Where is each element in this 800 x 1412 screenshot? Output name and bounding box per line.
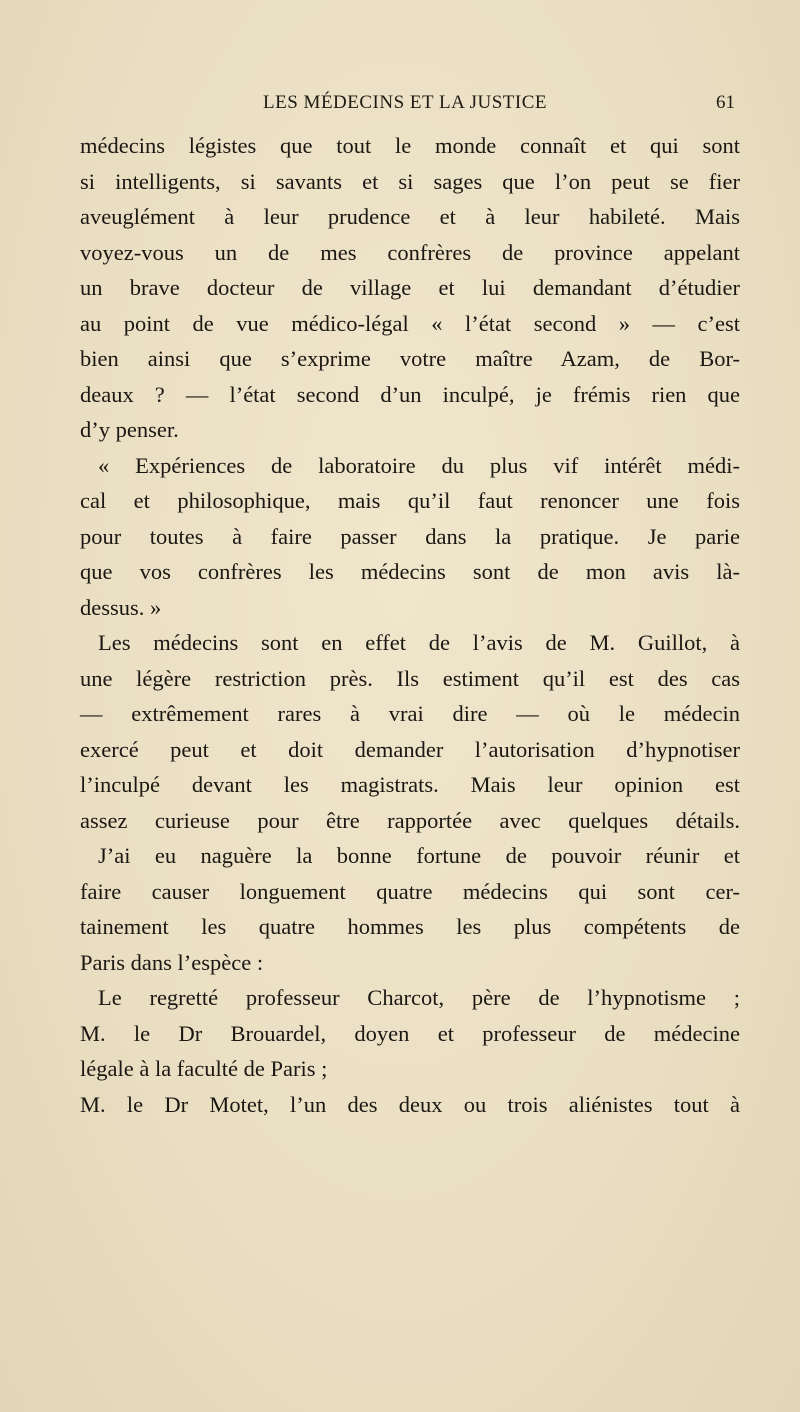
text-line: deaux ? — l’état second d’un inculpé, je frémis rien que [80, 381, 740, 407]
text-line: voyez-vous un de mes confrères de province appelant [80, 239, 740, 265]
text-line: aveuglément à leur prudence et à leur habileté. Mais [80, 204, 740, 229]
text-line: légale à la faculté de Paris ; [80, 1056, 328, 1081]
text-line: pour toutes à faire passer dans la pratique. Je parie [80, 523, 740, 549]
text-line: Paris dans l’espèce : [80, 949, 264, 975]
text-line: — extrêmement rares à vrai dire — où le médecin [80, 701, 740, 726]
text-line: si intelligents, si savants et si sages que l’on peut se fier [80, 168, 740, 194]
text-line: tainement les quatre hommes les plus compétents de [80, 914, 740, 939]
running-title: LES MÉDECINS ET LA JUSTICE [263, 92, 547, 113]
text-line: M. le Dr Motet, l’un des deux ou trois aliénistes tout à [80, 1091, 740, 1117]
text-line: dessus. » [80, 594, 162, 620]
text-line: médecins légistes que tout le monde connaît et qui sont [80, 133, 740, 158]
running-head [75, 90, 735, 120]
text-line: M. le Dr Brouardel, doyen et professeur de médecine [80, 1020, 740, 1046]
text-line: bien ainsi que s’exprime votre maître Azam, de Bor- [80, 346, 740, 371]
text-line: un brave docteur de village et lui demandant d’étudier [80, 275, 740, 300]
text-line: « Expériences de laboratoire du plus vif intérêt médi- [98, 452, 740, 478]
text-line: J’ai eu naguère la bonne fortune de pouvoir réunir et [98, 843, 740, 868]
body-text [80, 128, 740, 1122]
text-line: Le regretté professeur Charcot, père de l’hypnotisme ; [98, 985, 740, 1010]
page-number: 61 [716, 92, 735, 113]
text-line: d’y penser. [80, 417, 179, 442]
text-line: l’inculpé devant les magistrats. Mais leur opinion est [80, 772, 740, 797]
text-line: au point de vue médico-légal « l’état second » — c’est [80, 310, 740, 336]
text-line: que vos confrères les médecins sont de mon avis là- [80, 559, 740, 584]
text-line: faire causer longuement quatre médecins qui sont cer- [80, 878, 740, 904]
text-line: exercé peut et doit demander l’autorisation d’hypnotiser [80, 736, 740, 762]
text-line: une légère restriction près. Ils estiment qu’il est des cas [80, 665, 740, 691]
text-line: Les médecins sont en effet de l’avis de M. Guillot, à [98, 630, 740, 655]
text-line: cal et philosophique, mais qu’il faut renoncer une fois [80, 488, 740, 513]
text-line: assez curieuse pour être rapportée avec quelques détails. [80, 807, 740, 833]
